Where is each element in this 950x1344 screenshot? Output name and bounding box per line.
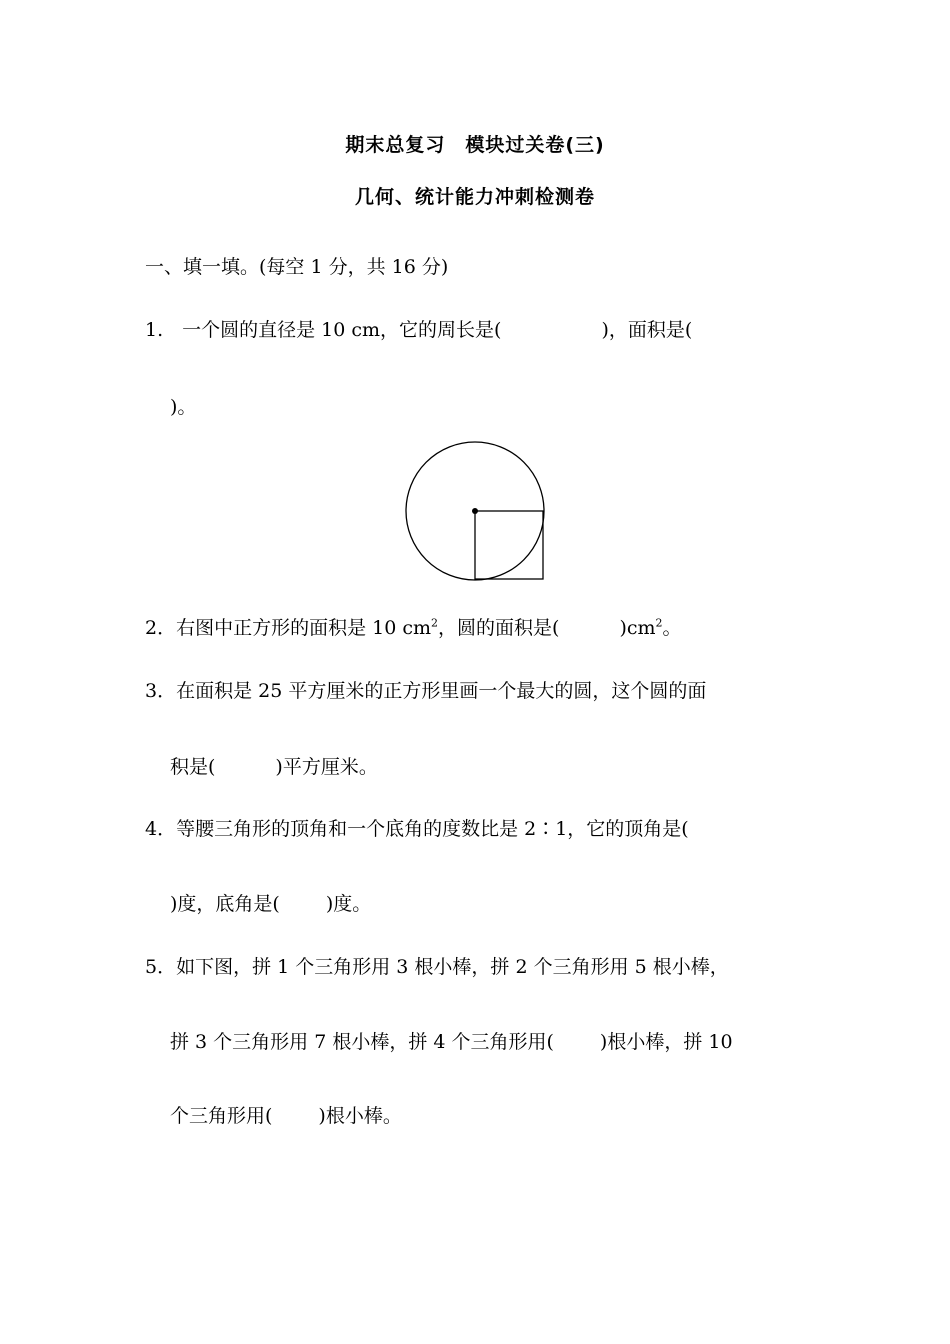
question-5-line-3 bbox=[170, 1104, 402, 1128]
section-heading: 一、填一填。(每空 1 分，共 16 分) bbox=[145, 256, 449, 278]
q3-text-b: 积是( bbox=[170, 756, 216, 778]
question-1-line-2 bbox=[170, 395, 196, 419]
question-4-line-2 bbox=[170, 892, 371, 916]
q2-text-c: )cm bbox=[619, 617, 656, 639]
q1-text-c: )。 bbox=[170, 396, 197, 418]
q5-text-b: 拼 3 个三角形用 7 根小棒，拼 4 个三角形用( bbox=[170, 1031, 554, 1053]
figure-center-dot bbox=[472, 508, 478, 514]
q2-text-d: 。 bbox=[662, 617, 682, 639]
question-5-line-1: 5．如下图，拼 1 个三角形用 3 根小棒，拼 2 个三角形用 5 根小棒， bbox=[145, 956, 729, 978]
q1-text-b: )，面积是( bbox=[601, 319, 693, 341]
q2-sup-1: 2 bbox=[431, 616, 439, 630]
question-3-line-2 bbox=[170, 755, 378, 779]
q4-text-c: )度。 bbox=[325, 893, 372, 915]
q5-text-c: )根小棒，拼 10 bbox=[599, 1031, 733, 1053]
question-5-line-2 bbox=[170, 1030, 733, 1054]
q5-text-d: 个三角形用( bbox=[170, 1105, 273, 1127]
q4-text-b: )度，底角是( bbox=[170, 893, 280, 915]
q2-text-b: ，圆的面积是( bbox=[438, 617, 560, 639]
circle-square-figure bbox=[400, 436, 550, 584]
question-3-line-1: 3．在面积是 25 平方厘米的正方形里画一个最大的圆，这个圆的面 bbox=[145, 680, 707, 702]
figure-square bbox=[475, 511, 543, 579]
q2-sup-2: 2 bbox=[655, 616, 663, 630]
q3-text-c: )平方厘米。 bbox=[275, 756, 378, 778]
q1-text-a: 1. 一个圆的直径是 10 cm，它的周长是( bbox=[145, 319, 502, 341]
question-1-line-1 bbox=[145, 318, 692, 342]
question-4-line-1: 4．等腰三角形的顶角和一个底角的度数比是 2∶1，它的顶角是( bbox=[145, 818, 689, 840]
page-title: 期末总复习 模块过关卷(三) bbox=[345, 134, 605, 156]
question-2 bbox=[145, 616, 682, 640]
q2-text-a: 2．右图中正方形的面积是 10 cm bbox=[145, 617, 432, 639]
q5-text-e: )根小棒。 bbox=[318, 1105, 402, 1127]
page-subtitle: 几何、统计能力冲刺检测卷 bbox=[354, 186, 595, 208]
